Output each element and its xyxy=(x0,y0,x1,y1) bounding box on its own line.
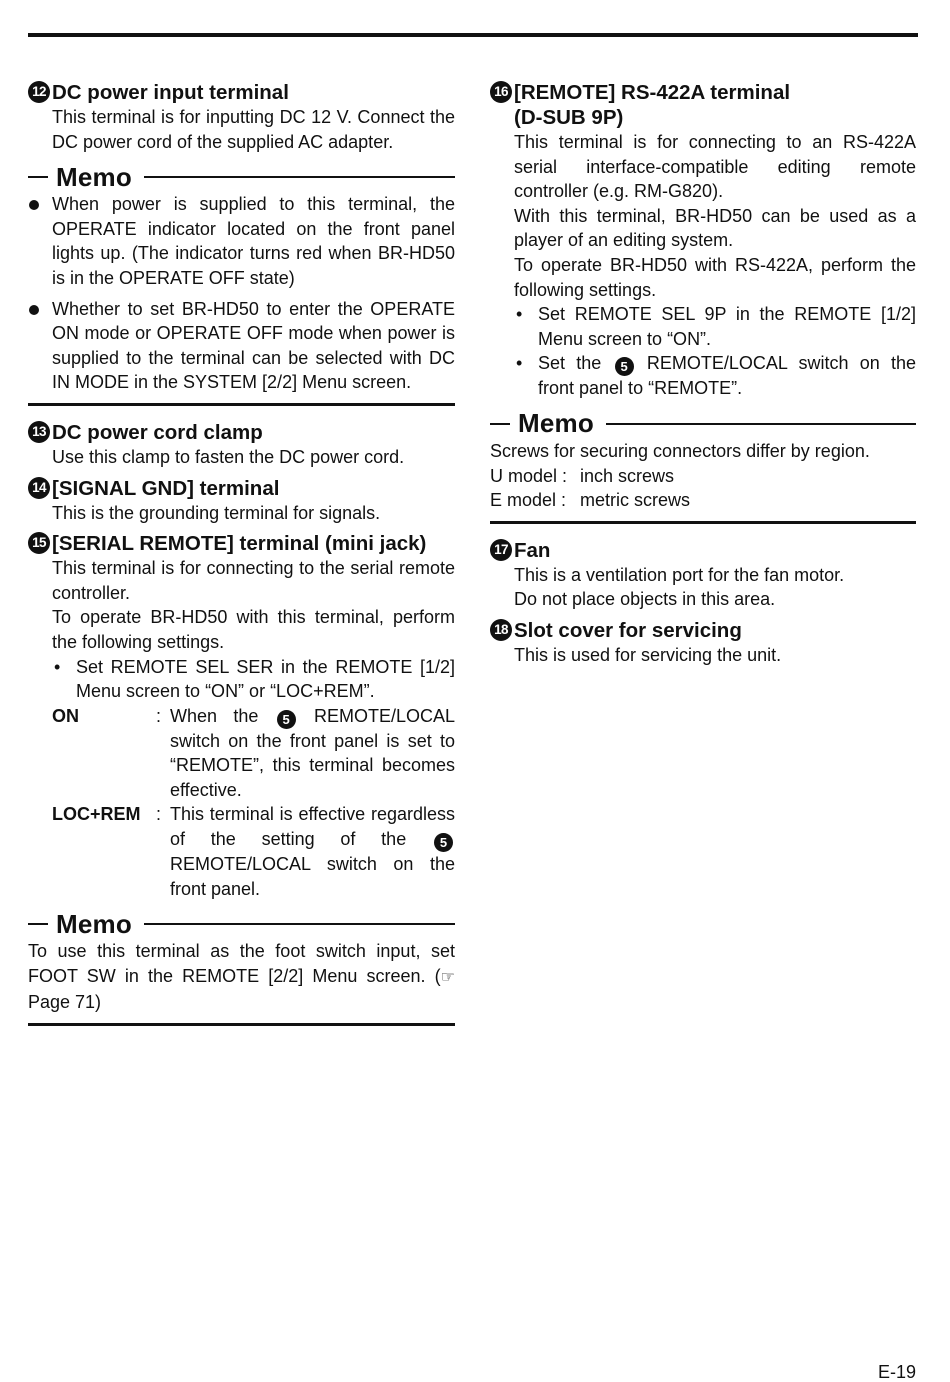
def-colon: : xyxy=(156,705,162,726)
section-16-body-2: With this terminal, BR-HD50 can be used as a player of an editing system. xyxy=(514,205,916,251)
memo-dash xyxy=(28,923,48,925)
def-on-pre: When the xyxy=(170,705,259,726)
def-on-desc xyxy=(170,704,455,803)
u-model-value: inch screws xyxy=(580,465,675,486)
section-13-body: Use this clamp to fasten the DC power cord. xyxy=(52,446,405,467)
memo-1-bullet-1 xyxy=(28,192,455,290)
bullet-dot-icon xyxy=(28,192,52,290)
section-17-title: Fan xyxy=(514,538,551,562)
section-18-title: Slot cover for servicing xyxy=(514,618,742,642)
section-17-body-1: This is a ventilation port for the fan motor. xyxy=(514,564,845,585)
number-13-badge: 13 xyxy=(28,421,50,443)
section-16-bullet-1-text: Set REMOTE SEL 9P in the REMOTE [1/2] Menu screen to “ON”. xyxy=(538,304,916,349)
ref-5-badge: 5 xyxy=(277,710,296,729)
e-model-value: metric screws xyxy=(580,490,691,511)
section-16-body-3: To operate BR-HD50 with RS-422A, perform the following settings. xyxy=(514,254,916,300)
number-15-badge: 15 xyxy=(28,532,50,554)
memo-3-title: Memo xyxy=(518,408,594,439)
section-16-heading xyxy=(490,80,916,130)
memo-1-title: Memo xyxy=(56,161,132,192)
section-16-body-1: This terminal is for connecting to an RS-422A serial interface-compatible editing remote controller (e.g. RM-G820). xyxy=(514,132,916,202)
memo-rule xyxy=(144,923,455,925)
u-model-label: U model : xyxy=(490,465,568,486)
section-15-bullet-text: Set REMOTE SEL SER in the REMOTE [1/2] Menu screen to “ON” or “LOC+REM”. xyxy=(76,656,455,702)
memo-2-body xyxy=(28,939,455,1015)
memo-3-e-model xyxy=(490,488,916,513)
def-on xyxy=(28,704,455,803)
number-17-badge: 17 xyxy=(490,539,512,561)
memo-2-header xyxy=(28,909,455,939)
small-bullet-icon: • xyxy=(516,353,523,374)
number-12-badge: 12 xyxy=(28,81,50,103)
section-18-heading xyxy=(490,618,916,643)
section-16-title-line-1: [REMOTE] RS-422A terminal xyxy=(514,81,791,104)
ref-5-badge: 5 xyxy=(434,833,453,852)
memo-1-bullet-2 xyxy=(28,297,455,395)
memo-2-text: To use this terminal as the foot switch input, set FOOT SW in the REMOTE [2/2] Menu screen. xyxy=(28,941,455,986)
pointing-hand-icon: ☞ xyxy=(440,968,455,986)
def-locrem-term: LOC+REM xyxy=(52,804,141,825)
memo-rule xyxy=(144,176,455,178)
number-18-badge: 18 xyxy=(490,619,512,641)
e-model-label: E model : xyxy=(490,490,567,511)
section-14-body: This is the grounding terminal for signals. xyxy=(52,502,381,523)
section-12-heading xyxy=(28,80,455,105)
section-15-body-2: To operate BR-HD50 with this terminal, perform the following settings. xyxy=(52,607,455,652)
def-colon: : xyxy=(156,804,162,825)
memo-1-bullet-2-text: Whether to set BR-HD50 to enter the OPERATE ON mode or OPERATE OFF mode when power is supplied to the terminal can be selected with DC IN MODE in the SYSTEM [2/2] Menu screen. xyxy=(52,298,455,393)
def-on-post: REMOTE/LOCAL switch on the front panel is set to “REMOTE”, this terminal becomes effective. xyxy=(170,705,455,800)
number-16-badge: 16 xyxy=(490,81,512,103)
section-15-body-1: This terminal is for connecting to the serial remote controller. xyxy=(52,558,455,603)
section-13-heading xyxy=(28,420,455,445)
left-column xyxy=(28,78,455,1026)
page-number: E-19 xyxy=(877,1362,916,1382)
section-13-title: DC power cord clamp xyxy=(52,420,263,444)
section-16-bullet-2-text xyxy=(538,351,916,401)
section-16-title xyxy=(514,80,916,130)
memo-dash xyxy=(28,176,48,178)
memo-1-end-rule xyxy=(28,403,455,406)
bullet-dot-icon xyxy=(28,297,52,395)
memo-3-end-rule xyxy=(490,521,916,524)
page-ref-text: Page 71) xyxy=(28,992,102,1013)
memo-3-u-model xyxy=(490,464,916,489)
memo-rule xyxy=(606,423,916,425)
section-17-heading xyxy=(490,538,916,563)
section-18-body: This is used for servicing the unit. xyxy=(514,644,782,665)
section-12-body: This terminal is for inputting DC 12 V. Connect the DC power cord of the supplied AC adapter. xyxy=(52,107,455,152)
section-14-heading xyxy=(28,476,455,501)
memo-2-title: Memo xyxy=(56,908,132,939)
section-15-title: [SERIAL REMOTE] terminal (mini jack) xyxy=(52,532,427,556)
section-15-bullet xyxy=(28,655,455,704)
memo-3-header xyxy=(490,409,916,439)
def-locrem-post: REMOTE/LOCAL switch on the front panel. xyxy=(170,854,455,899)
memo-2-end-rule xyxy=(28,1023,455,1026)
small-bullet-icon: • xyxy=(54,656,61,677)
memo-1-header xyxy=(28,162,455,192)
def-locrem xyxy=(28,802,455,901)
def-on-term: ON xyxy=(52,705,79,726)
bullet-2-pre: Set the xyxy=(538,353,602,374)
memo-3-body: Screws for securing connectors differ by region. xyxy=(490,440,870,461)
number-14-badge: 14 xyxy=(28,477,50,499)
def-locrem-desc xyxy=(170,802,455,901)
memo-dash xyxy=(490,423,510,425)
ref-5-badge: 5 xyxy=(615,357,634,376)
section-14-title: [SIGNAL GND] terminal xyxy=(52,476,280,500)
section-15-heading xyxy=(28,531,455,556)
page-ref-open: ( xyxy=(434,965,441,986)
right-column xyxy=(490,78,916,668)
section-16-title-line-2: (D-SUB 9P) xyxy=(514,106,624,129)
section-12-title: DC power input terminal xyxy=(52,81,289,104)
memo-1-bullet-1-text: When power is supplied to this terminal, the OPERATE indicator located on the front panel lights up. (The indicator turns red when BR-HD50 is in the OPERATE OFF state) xyxy=(52,194,455,288)
small-bullet-icon: • xyxy=(516,304,523,325)
def-locrem-pre: This terminal is effective regardless of the setting of the xyxy=(170,804,455,850)
section-16-bullet-1 xyxy=(490,302,916,351)
section-16-bullet-2 xyxy=(490,351,916,401)
section-17-body-2: Do not place objects in this area. xyxy=(514,589,776,610)
bullet-2-post: REMOTE/LOCAL switch on the front panel to “REMOTE”. xyxy=(538,353,916,399)
top-rule xyxy=(28,33,918,37)
